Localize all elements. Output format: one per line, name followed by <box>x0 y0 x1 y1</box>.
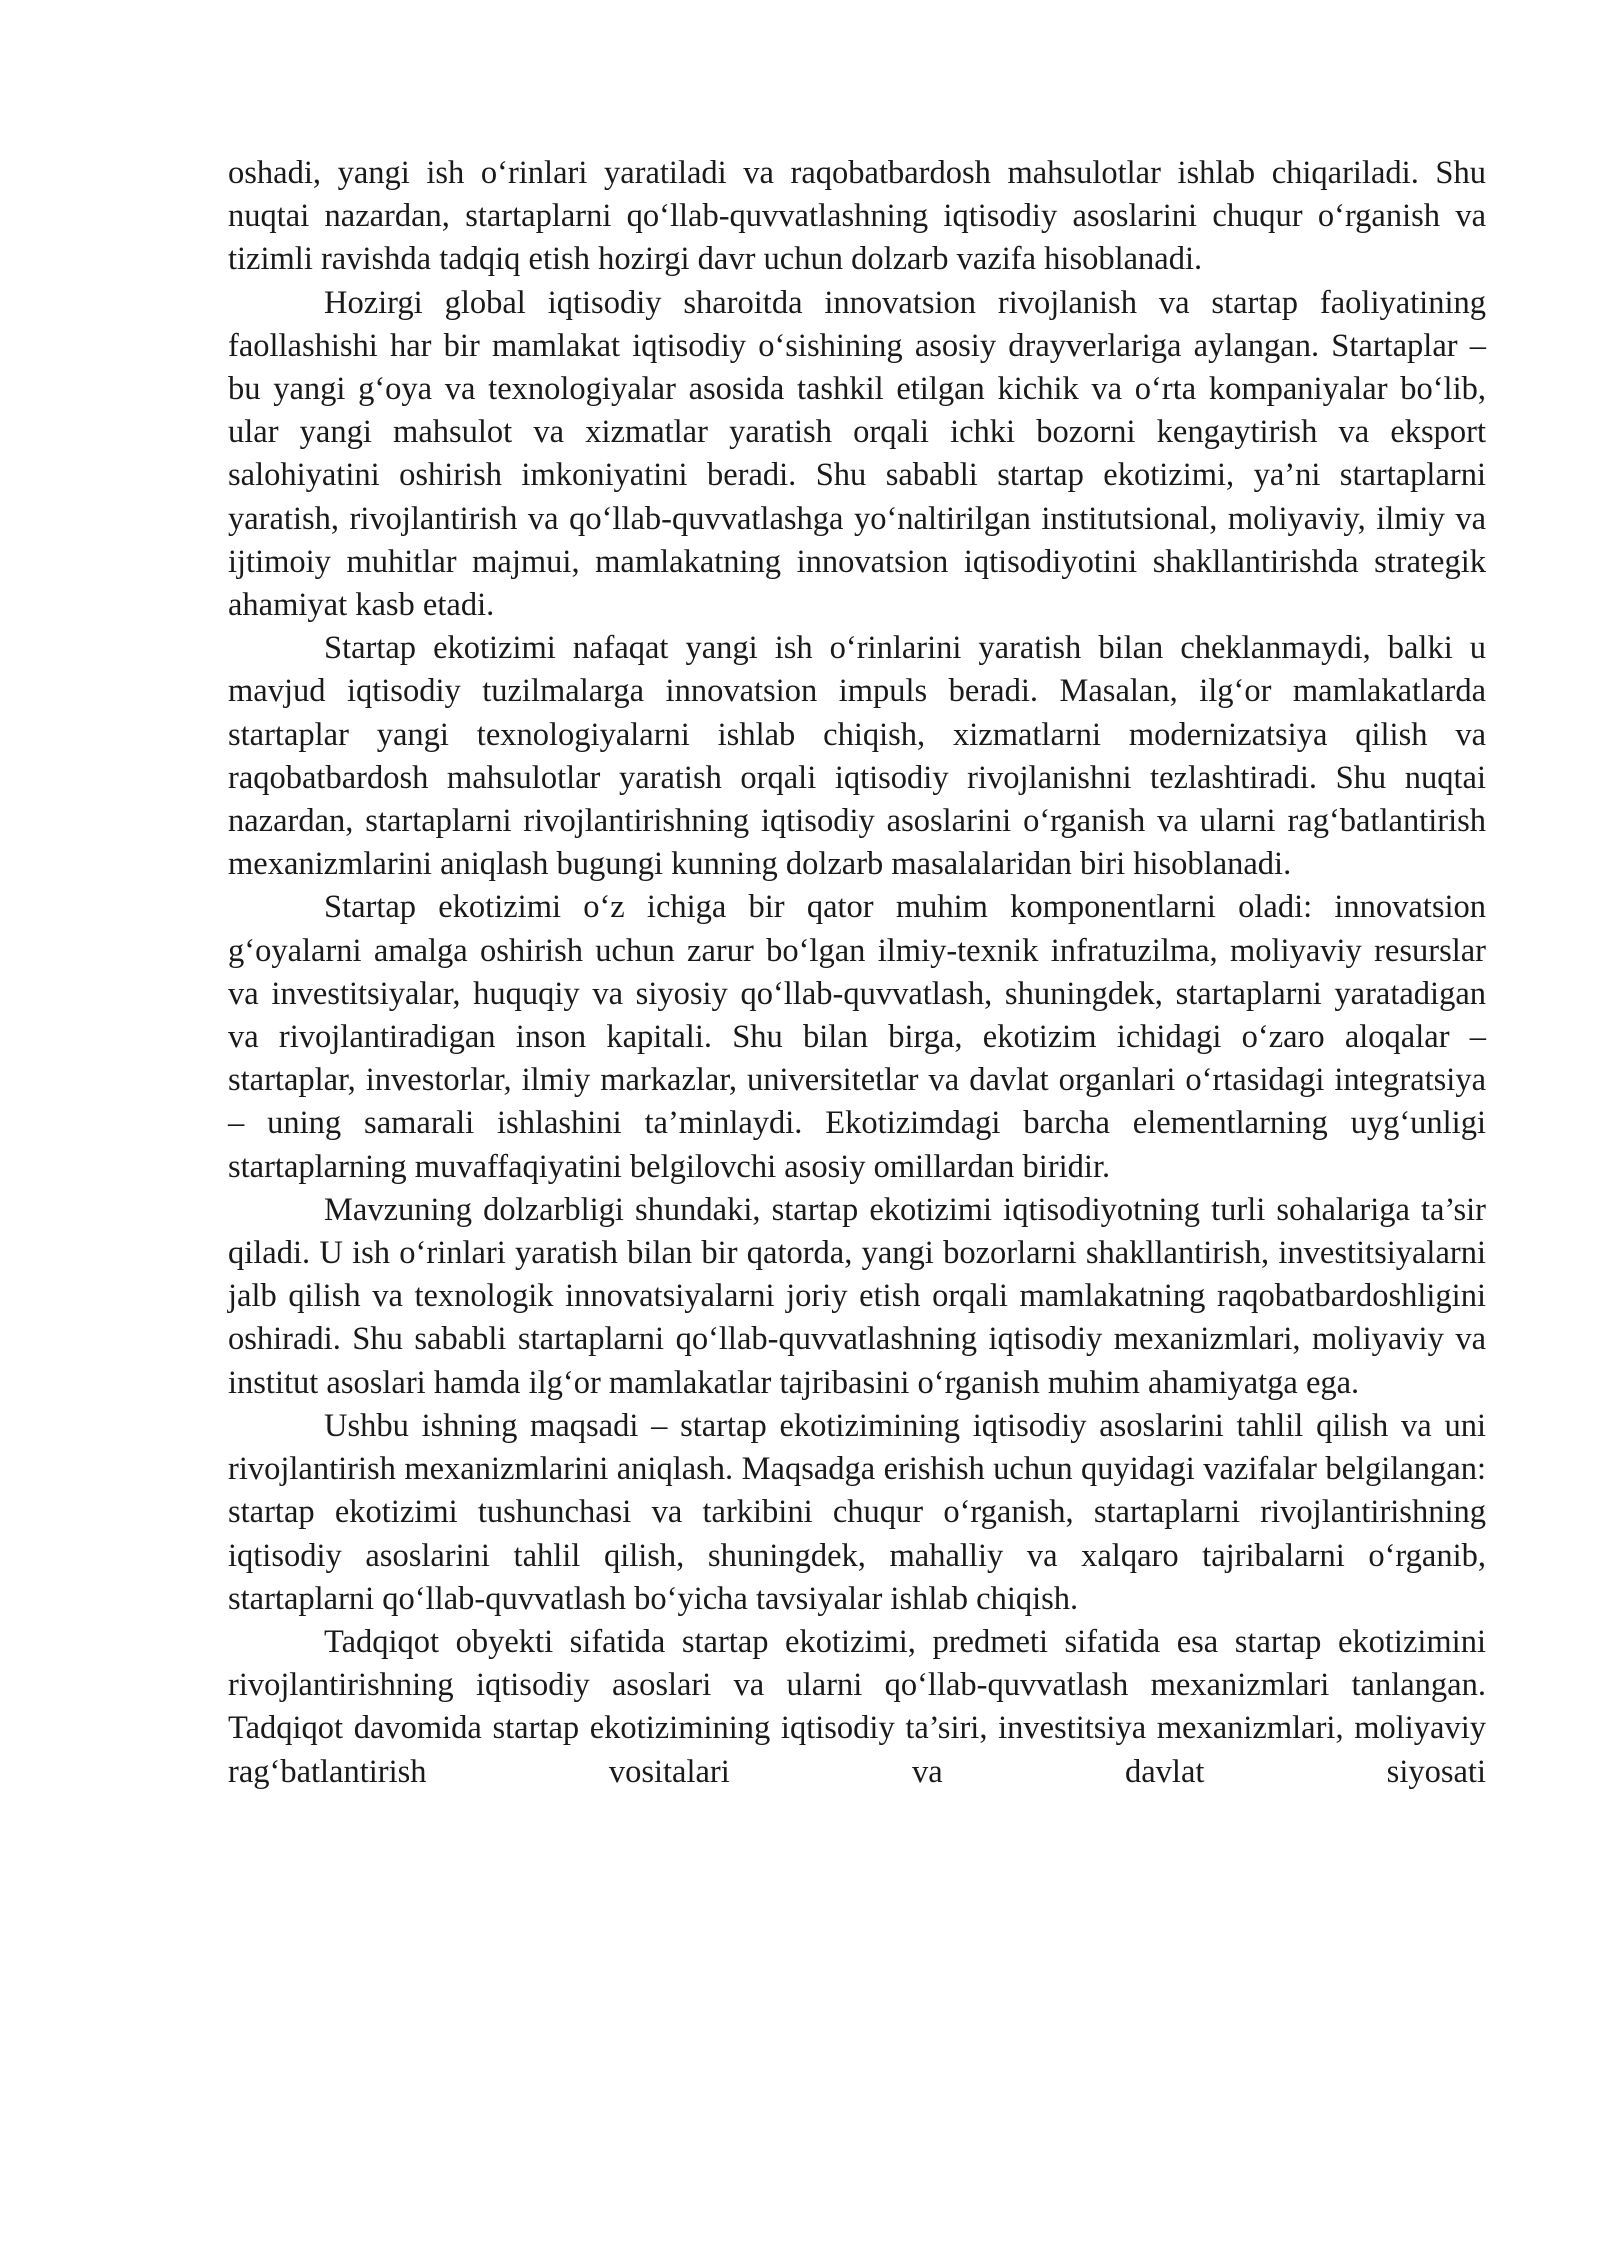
paragraph-relevance: Mavzuning dolzarbligi shundaki, startap ekotizimi iqtisodiyotning turli sohalariga ta’sir qiladi. U ish o‘rinlari yaratish bilan bir qatorda, yangi bozorlarni shakllantirish, investitsiyalarni jalb qilish va texnologik innovatsiyalarni joriy etish orqali mamlakatning raqobatbardoshligini oshiradi. Shu sababli startaplarni qo‘llab-quvvatlashning iqtisodiy mexanizmlari, moliyaviy va institut asoslari hamda ilg‘or mamlakatlar tajribasini o‘rganish muhim ahamiyatga ega. <box>228 1191 1486 1401</box>
paragraph-continuation: oshadi, yangi ish o‘rinlari yaratiladi va raqobatbardosh mahsulotlar ishlab chiqariladi. Shu nuqtai nazardan, startaplarni qo‘llab-quvvatlashning iqtisodiy asoslarini chuqur o‘rganish va tizimli ravishda tadqiq etish hozirgi davr uchun dolzarb vazifa hisoblanadi. <box>228 155 1486 278</box>
paragraph-goal: Ushbu ishning maqsadi – startap ekotizimining iqtisodiy asoslarini tahlil qilish va uni rivojlantirish mexanizmlarini aniqlash. Maqsadga erishish uchun quyidagi vazifalar belgilangan: startap ekotizimi tushunchasi va tarkibini chuqur o‘rganish, startaplarni rivojlantirishning iqtisodiy asoslarini tahlil qilish, shuningdek, mahalliy va xalqaro tajribalarni o‘rganib, startaplarni qo‘llab-quvvatlash bo‘yicha tavsiyalar ishlab chiqish. <box>228 1407 1486 1617</box>
paragraph-ecosystem-impulse: Startap ekotizimi nafaqat yangi ish o‘rinlarini yaratish bilan cheklanmaydi, balki u mavjud iqtisodiy tuzilmalarga innovatsion impuls beradi. Masalan, ilg‘or mamlakatlarda startaplar yangi texnologiyalarni ishlab chiqish, xizmatlarni modernizatsiya qilish va raqobatbardosh mahsulotlar yaratish orqali iqtisodiy rivojlanishni tezlashtiradi. Shu nuqtai nazardan, startaplarni rivojlantirishning iqtisodiy asoslarini o‘rganish va ularni rag‘batlantirish mexanizmlarini aniqlash bugungi kunning dolzarb masalalaridan biri hisoblanadi. <box>228 630 1486 883</box>
paragraph-ecosystem-components: Startap ekotizimi o‘z ichiga bir qator muhim komponentlarni oladi: innovatsion g‘oyalarni amalga oshirish uchun zarur bo‘lgan ilmiy-texnik infratuzilma, moliyaviy resurslar va investitsiyalar, huquqiy va siyosiy qo‘llab-quvvatlash, shuningdek, startaplarni yaratadigan va rivojlantiradigan inson kapitali. Shu bilan birga, ekotizim ichidagi o‘zaro aloqalar – startaplar, investorlar, ilmiy markazlar, universitetlar va davlat organlari o‘rtasidagi integratsiya – uning samarali ishlashini ta’minlaydi. Ekotizimdagi barcha elementlarning uyg‘unligi startaplarning muvaffaqiyatini belgilovchi asosiy omillardan biridir. <box>228 889 1486 1185</box>
paragraph-global-economy: Hozirgi global iqtisodiy sharoitda innovatsion rivojlanish va startap faoliyatining faollashishi har bir mamlakat iqtisodiy o‘sishining asosiy drayverlariga aylangan. Startaplar – bu yangi g‘oya va texnologiyalar asosida tashkil etilgan kichik va o‘rta kompaniyalar bo‘lib, ular yangi mahsulot va xizmatlar yaratish orqali ichki bozorni kengaytirish va eksport salohiyatini oshirish imkoniyatini beradi. Shu sababli startap ekotizimi, ya’ni startaplarni yaratish, rivojlantirish va qo‘llab-quvvatlashga yo‘naltirilgan institutsional, moliyaviy, ilmiy va ijtimoiy muhitlar majmui, mamlakatning innovatsion iqtisodiyotini shakllantirishda strategik ahamiyat kasb etadi. <box>228 284 1486 624</box>
paragraph-research-object: Tadqiqot obyekti sifatida startap ekotizimi, predmeti sifatida esa startap ekotizimini rivojlantirishning iqtisodiy asoslari va ularni qo‘llab-quvvatlash mexanizmlari tanlangan. Tadqiqot davomida startap ekotizimining iqtisodiy ta’siri, investitsiya mexanizmlari, moliyaviy rag‘batlantirish vositalari va davlat siyosati <box>228 1623 1486 1790</box>
document-page <box>228 152 1486 1794</box>
